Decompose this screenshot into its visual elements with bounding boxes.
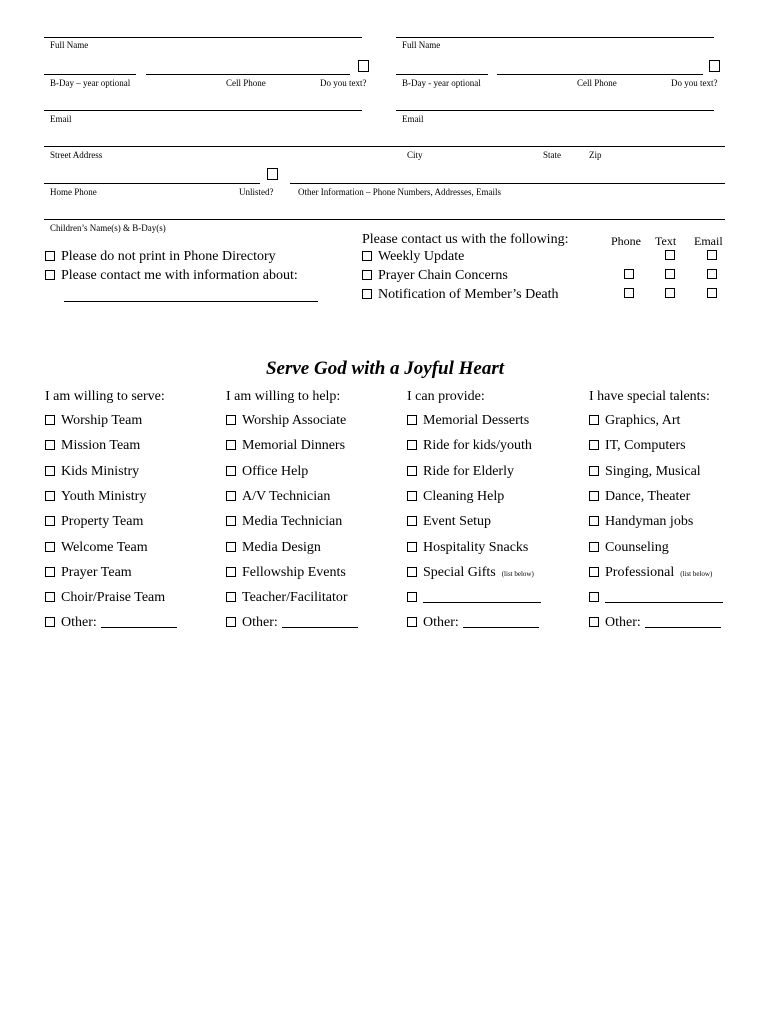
talents-option[interactable] [589,438,686,454]
checkbox[interactable] [226,415,236,425]
do-you-text-checkbox-left[interactable] [358,60,369,72]
member-death-label: Notification of Member’s Death [378,287,559,302]
provide-other-option[interactable] [407,615,539,631]
email-line-left[interactable] [44,110,362,111]
help-other-option[interactable] [226,615,358,631]
talents-option[interactable] [589,565,712,582]
option-label: Handyman jobs [605,514,694,529]
other-label: Other: [242,615,278,630]
help-option[interactable] [226,565,346,581]
bday-line-right[interactable] [396,74,488,75]
option-label: Mission Team [61,438,141,453]
children-label: Children’s Name(s) & B-Day(s) [50,223,166,233]
home-phone-label: Home Phone [50,187,97,197]
city-label: City [407,150,423,160]
no-print-option[interactable] [45,249,276,265]
children-line[interactable] [44,219,725,220]
prayer-chain-text-checkbox[interactable] [665,269,675,279]
serve-option[interactable] [45,565,132,581]
checkbox[interactable] [589,440,599,450]
state-label: State [543,150,561,160]
serve-option[interactable] [45,438,140,454]
option-label: Kids Ministry [61,464,140,479]
checkbox[interactable] [407,617,417,627]
prayer-chain-email-checkbox[interactable] [707,269,717,279]
option-label: Media Design [242,540,321,555]
talents-option[interactable] [589,489,690,505]
cell-phone-label-right: Cell Phone [577,78,617,88]
checkbox[interactable] [589,617,599,627]
checkbox[interactable] [407,415,417,425]
talents-option[interactable] [589,514,693,530]
col-email-header: Email [694,234,723,248]
help-option[interactable] [226,438,345,454]
col-phone-header: Phone [611,234,641,248]
provide-option[interactable] [407,540,528,556]
checkbox[interactable] [226,542,236,552]
option-label: Choir/Praise Team [61,590,166,605]
checkbox[interactable] [407,466,417,476]
option-label: Cleaning Help [423,489,505,504]
checkbox[interactable] [45,617,55,627]
checkbox[interactable] [226,617,236,627]
col-text-header: Text [655,234,677,248]
checkbox[interactable] [589,516,599,526]
checkbox[interactable] [589,592,599,602]
list-below-note: (list below) [680,570,713,578]
do-you-text-checkbox-right[interactable] [709,60,720,72]
address-line[interactable] [44,146,725,147]
member-death-option[interactable] [362,287,559,303]
option-label: Fellowship Events [242,565,346,580]
option-label: Youth Ministry [61,489,147,504]
provide-option[interactable] [407,438,532,454]
list-below-note: (list below) [501,570,534,578]
cell-phone-label-left: Cell Phone [226,78,266,88]
other-info-label: Other Information – Phone Numbers, Addresses, Emails [298,187,501,197]
weekly-update-text-checkbox[interactable] [665,250,675,260]
help-column-heading: I am willing to help: [226,389,341,404]
contact-about-checkbox[interactable] [45,270,55,280]
help-option[interactable] [226,413,346,429]
option-label: Office Help [242,464,309,479]
option-label: Prayer Team [61,565,132,580]
checkbox[interactable] [407,542,417,552]
other-blank-line[interactable] [101,615,177,628]
checkbox[interactable] [407,440,417,450]
checkbox[interactable] [589,466,599,476]
other-label: Other: [605,615,641,630]
provide-option[interactable] [407,514,491,530]
do-you-text-label-left: Do you text? [320,78,367,88]
other-label: Other: [423,615,459,630]
bday-label-right: B-Day - year optional [402,78,481,88]
serve-column-heading: I am willing to serve: [45,389,165,404]
provide-option[interactable] [407,565,534,582]
serve-title: Serve God with a Joyful Heart [265,358,505,379]
talents-option[interactable] [589,413,680,429]
checkbox[interactable] [45,491,55,501]
email-label-left: Email [50,114,72,124]
option-label: Dance, Theater [605,489,691,504]
provide-blank-option[interactable] [407,590,541,606]
do-you-text-label-right: Do you text? [671,78,718,88]
help-option[interactable] [226,590,348,606]
member-death-checkbox[interactable] [362,289,372,299]
checkbox[interactable] [589,415,599,425]
option-label: Memorial Desserts [423,413,530,428]
bday-label-left: B-Day – year optional [50,78,131,88]
option-label: Counseling [605,540,669,555]
contact-about-option[interactable] [45,268,298,284]
help-option[interactable] [226,464,308,480]
talents-other-option[interactable] [589,615,721,631]
other-blank-line[interactable] [463,615,539,628]
cell-phone-line-left[interactable] [146,74,350,75]
option-label: Singing, Musical [605,464,701,479]
checkbox[interactable] [45,592,55,602]
checkbox[interactable] [407,516,417,526]
option-label: Ride for Elderly [423,464,514,479]
no-print-label: Please do not print in Phone Directory [61,249,276,264]
option-label: Worship Team [61,413,143,428]
serve-option[interactable] [45,464,139,480]
option-label: IT, Computers [605,438,686,453]
prayer-chain-label: Prayer Chain Concerns [378,268,508,283]
help-option[interactable] [226,540,321,556]
checkbox[interactable] [407,567,417,577]
checkbox[interactable] [45,567,55,577]
checkbox[interactable] [407,491,417,501]
checkbox[interactable] [589,491,599,501]
full-name-label-right: Full Name [402,40,441,50]
checkbox[interactable] [226,491,236,501]
serve-option[interactable] [45,590,165,606]
blank-line[interactable] [423,590,541,603]
cell-phone-line-right[interactable] [497,74,703,75]
full-name-label-left: Full Name [50,40,89,50]
email-label-right: Email [402,114,424,124]
help-option[interactable] [226,514,342,530]
checkbox[interactable] [45,440,55,450]
option-label: Hospitality Snacks [423,540,529,555]
option-label: Teacher/Facilitator [242,590,348,605]
provide-option[interactable] [407,489,504,505]
checkbox[interactable] [45,415,55,425]
home-phone-line[interactable] [44,183,260,184]
full-name-line-left[interactable] [44,37,362,38]
provide-column-heading: I can provide: [407,389,485,404]
other-label: Other: [61,615,97,630]
serve-option[interactable] [45,514,143,530]
talents-option[interactable] [589,464,701,480]
weekly-update-option[interactable] [362,249,464,265]
option-label: Worship Associate [242,413,347,428]
checkbox[interactable] [226,567,236,577]
provide-option[interactable] [407,464,514,480]
checkbox[interactable] [226,440,236,450]
weekly-update-checkbox[interactable] [362,251,372,261]
checkbox[interactable] [407,592,417,602]
checkbox[interactable] [45,542,55,552]
option-label: Memorial Dinners [242,438,346,453]
bday-line-left[interactable] [44,74,136,75]
checkbox[interactable] [45,516,55,526]
contact-about-line[interactable] [64,301,318,302]
option-label: Special Gifts [423,565,496,580]
serve-option[interactable] [45,540,148,556]
help-option[interactable] [226,489,330,505]
prayer-chain-checkbox[interactable] [362,270,372,280]
street-address-label: Street Address [50,150,103,160]
serve-option[interactable] [45,413,142,429]
option-label: Graphics, Art [605,413,681,428]
weekly-update-email-checkbox[interactable] [707,250,717,260]
email-line-right[interactable] [396,110,714,111]
unlisted-label: Unlisted? [239,187,274,197]
other-blank-line[interactable] [645,615,721,628]
member-death-text-checkbox[interactable] [665,288,675,298]
checkbox[interactable] [589,542,599,552]
checkbox[interactable] [226,516,236,526]
contact-methods-heading: Please contact us with the following: [362,232,569,247]
other-blank-line[interactable] [282,615,358,628]
blank-line[interactable] [605,590,723,603]
full-name-line-right[interactable] [396,37,714,38]
option-label: Property Team [61,514,144,529]
checkbox[interactable] [226,466,236,476]
talents-column-heading: I have special talents: [589,389,710,404]
checkbox[interactable] [226,592,236,602]
option-label: Ride for kids/youth [423,438,532,453]
member-death-email-checkbox[interactable] [707,288,717,298]
option-label: A/V Technician [242,489,331,504]
prayer-chain-option[interactable] [362,268,508,284]
option-label: Professional [605,565,675,580]
member-death-phone-checkbox[interactable] [624,288,634,298]
serve-other-option[interactable] [45,615,177,631]
option-label: Event Setup [423,514,492,529]
prayer-chain-phone-checkbox[interactable] [624,269,634,279]
other-info-line[interactable] [290,183,725,184]
zip-label: Zip [589,150,602,160]
option-label: Media Technician [242,514,343,529]
talents-option[interactable] [589,540,669,556]
contact-about-label: Please contact me with information about: [61,268,298,283]
weekly-update-label: Weekly Update [378,249,465,264]
talents-blank-option[interactable] [589,590,723,606]
provide-option[interactable] [407,413,529,429]
no-print-checkbox[interactable] [45,251,55,261]
serve-option[interactable] [45,489,146,505]
unlisted-checkbox[interactable] [267,168,278,180]
option-label: Welcome Team [61,540,148,555]
checkbox[interactable] [589,567,599,577]
checkbox[interactable] [45,466,55,476]
